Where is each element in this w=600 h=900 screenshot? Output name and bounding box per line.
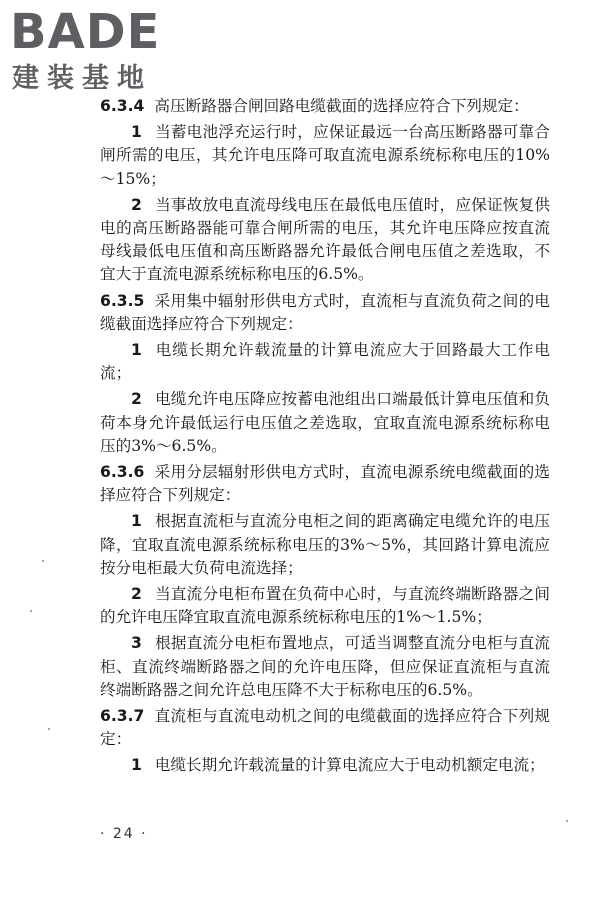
list-item [100,194,550,287]
item-text: 电缆长期允许载流量的计算电流应大于电动机额定电流； [154,756,545,775]
item-text: 电缆允许电压降应按蓄电池组出口端最低计算电压值和负荷本身允许最低运行电压值之差选取，宜取直流电源系统标称电压的3%～6.5%。 [100,390,550,455]
item-number: 2 [131,390,142,409]
list-item [100,632,550,702]
list-item [100,339,550,385]
scan-speck [42,560,44,562]
list-item [100,388,550,458]
clause-text: 采用集中辐射形供电方式时，直流柜与直流负荷之间的电缆截面选择应符合下列规定： [100,291,550,333]
item-text: 根据直流分电柜布置地点，可适当调整直流分电柜与直流柜、直流终端断路器之间的允许电压降，但应保证直流柜与直流终端断路器之间允许总电压降不大于标称电压的6.5%。 [100,634,550,699]
list-item [100,121,550,191]
item-text: 当事故放电直流母线电压在最低电压值时，应保证恢复供电的高压断路器能可靠合闸所需的电压，其允许电压降应按直流母线最低电压值和高压断路器允许最低合闸电压值之差选取，不宜大于直流电源系统标称电压的6.5%。 [100,195,550,284]
clause-6-3-7 [100,705,550,751]
item-text: 根据直流柜与直流分电柜之间的距离确定电缆允许的电压降，宜取直流电源系统标称电压的3%～5%，其回路计算电流应按分电柜最大负荷电流选择； [100,512,550,577]
list-item [100,754,550,777]
scan-speck [30,610,32,612]
clause-6-3-6 [100,461,550,507]
clause-number: 6.3.6 [100,463,145,482]
item-number: 1 [131,512,142,531]
item-text: 当直流分电柜布置在负荷中心时，与直流终端断路器之间的允许电压降宜取直流电源系统标称电压的1%～1.5%； [100,585,550,627]
item-number: 2 [131,195,142,214]
item-text: 电缆长期允许载流量的计算电流应大于回路最大工作电流； [100,341,550,383]
clause-number: 6.3.4 [100,97,145,115]
item-number: 1 [131,756,142,775]
bade-logo [10,4,200,94]
clause-text: 高压断路器合闸回路电缆截面的选择应符合下列规定： [154,97,529,115]
logo-wordmark: BADE [10,4,161,60]
list-item [100,510,550,580]
clause-6-3-4 [100,95,550,118]
document-body [100,95,550,778]
item-number: 1 [131,341,142,360]
scan-speck [48,728,50,730]
clause-number: 6.3.7 [100,707,145,726]
clause-number: 6.3.5 [100,291,145,310]
scan-speck [566,820,568,822]
page-number: · 24 · [100,826,148,842]
item-number: 3 [131,634,142,653]
list-item [100,583,550,629]
item-number: 2 [131,585,142,604]
logo-subtitle: 建装基地 [12,63,152,94]
clause-text: 直流柜与直流电动机之间的电缆截面的选择应符合下列规定： [100,707,550,749]
item-text: 当蓄电池浮充运行时，应保证最远一台高压断路器可靠合闸所需的电压，其允许电压降可取直流电源系统标称电压的10%～15%； [100,123,550,188]
clause-6-3-5 [100,290,550,336]
clause-text: 采用分层辐射形供电方式时，直流电源系统电缆截面的选择应符合下列规定： [100,463,550,505]
item-number: 1 [131,123,142,142]
